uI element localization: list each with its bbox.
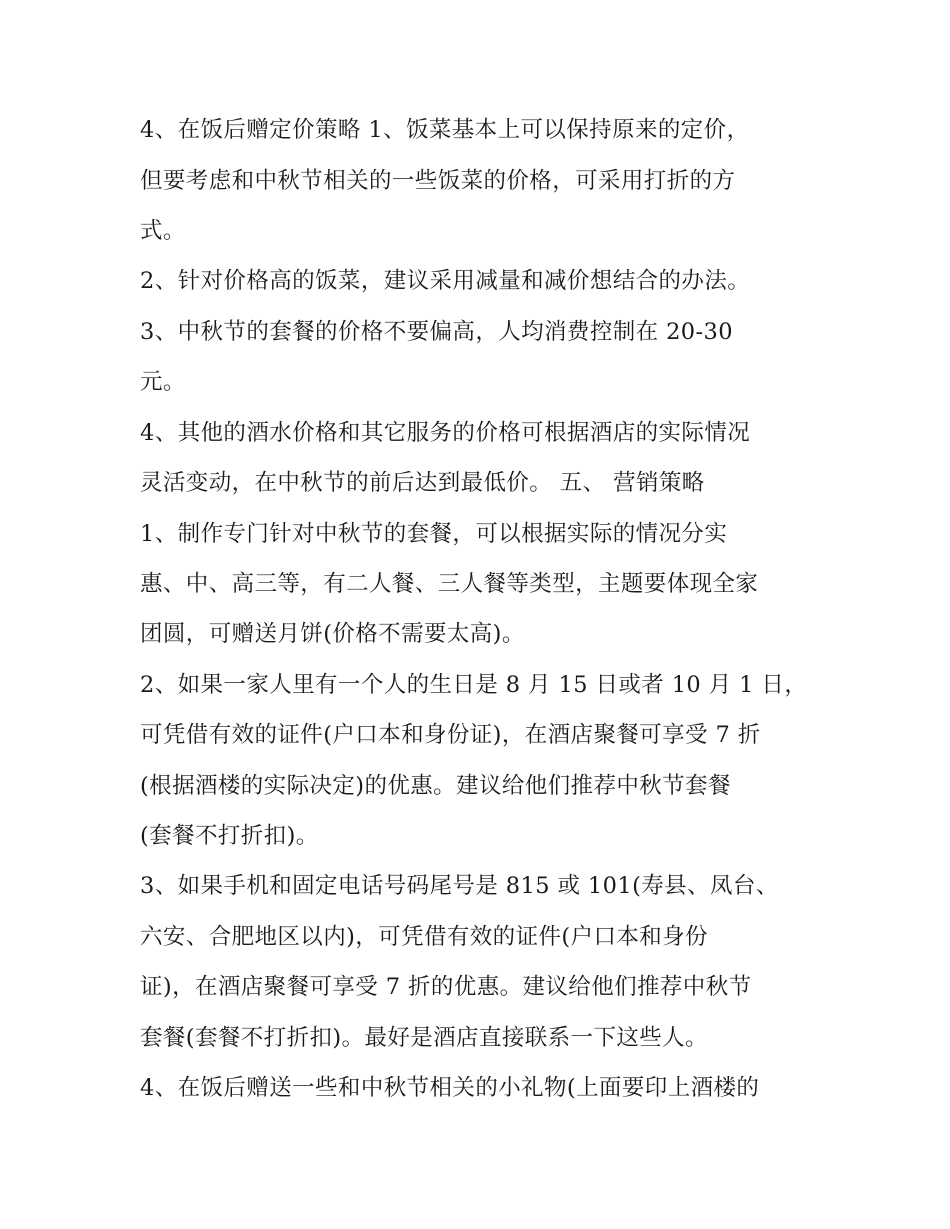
text-line: 1、制作专门针对中秋节的套餐，可以根据实际的情况分实 bbox=[140, 521, 728, 547]
text-line: 2、如果一家人里有一个人的生日是 8 月 15 日或者 10 月 1 日， bbox=[140, 672, 808, 698]
text-line: 式。 bbox=[140, 218, 186, 244]
text-line: 但要考虑和中秋节相关的一些饭菜的价格，可采用打折的方 bbox=[140, 168, 736, 194]
text-line: (根据酒楼的实际决定)的优惠。建议给他们推荐中秋节套餐 bbox=[140, 773, 731, 799]
text-line: 2、针对价格高的饭菜，建议采用减量和减价想结合的办法。 bbox=[140, 268, 751, 294]
text-line: 4、在饭后赠送一些和中秋节相关的小礼物(上面要印上酒楼的 bbox=[140, 1075, 760, 1101]
text-line: 团圆，可赠送月饼(价格不需要太高)。 bbox=[140, 621, 525, 647]
text-line: 套餐(套餐不打折扣)。最好是酒店直接联系一下这些人。 bbox=[140, 1025, 708, 1051]
text-line: 4、其他的酒水价格和其它服务的价格可根据酒店的实际情况 bbox=[140, 420, 751, 446]
text-line: (套餐不打折扣)。 bbox=[140, 823, 319, 849]
text-line: 3、中秋节的套餐的价格不要偏高，人均消费控制在 20-30 bbox=[140, 319, 733, 345]
text-line: 可凭借有效的证件(户口本和身份证)，在酒店聚餐可享受 7 折 bbox=[140, 722, 761, 748]
text-line: 元。 bbox=[140, 369, 186, 395]
text-line: 证)，在酒店聚餐可享受 7 折的优惠。建议给他们推荐中秋节 bbox=[140, 974, 752, 1000]
text-line: 惠、中、高三等，有二人餐、三人餐等类型，主题要体现全家 bbox=[140, 571, 759, 597]
text-line: 4、在饭后赠定价策略 1、饭菜基本上可以保持原来的定价， bbox=[140, 117, 750, 143]
text-line: 六安、合肥地区以内)，可凭借有效的证件(户口本和身份 bbox=[140, 924, 708, 950]
text-line: 3、如果手机和固定电话号码尾号是 815 或 101(寿县、凤台、 bbox=[140, 873, 779, 899]
text-line: 灵活变动，在中秋节的前后达到最低价。 五、 营销策略 bbox=[140, 470, 705, 496]
